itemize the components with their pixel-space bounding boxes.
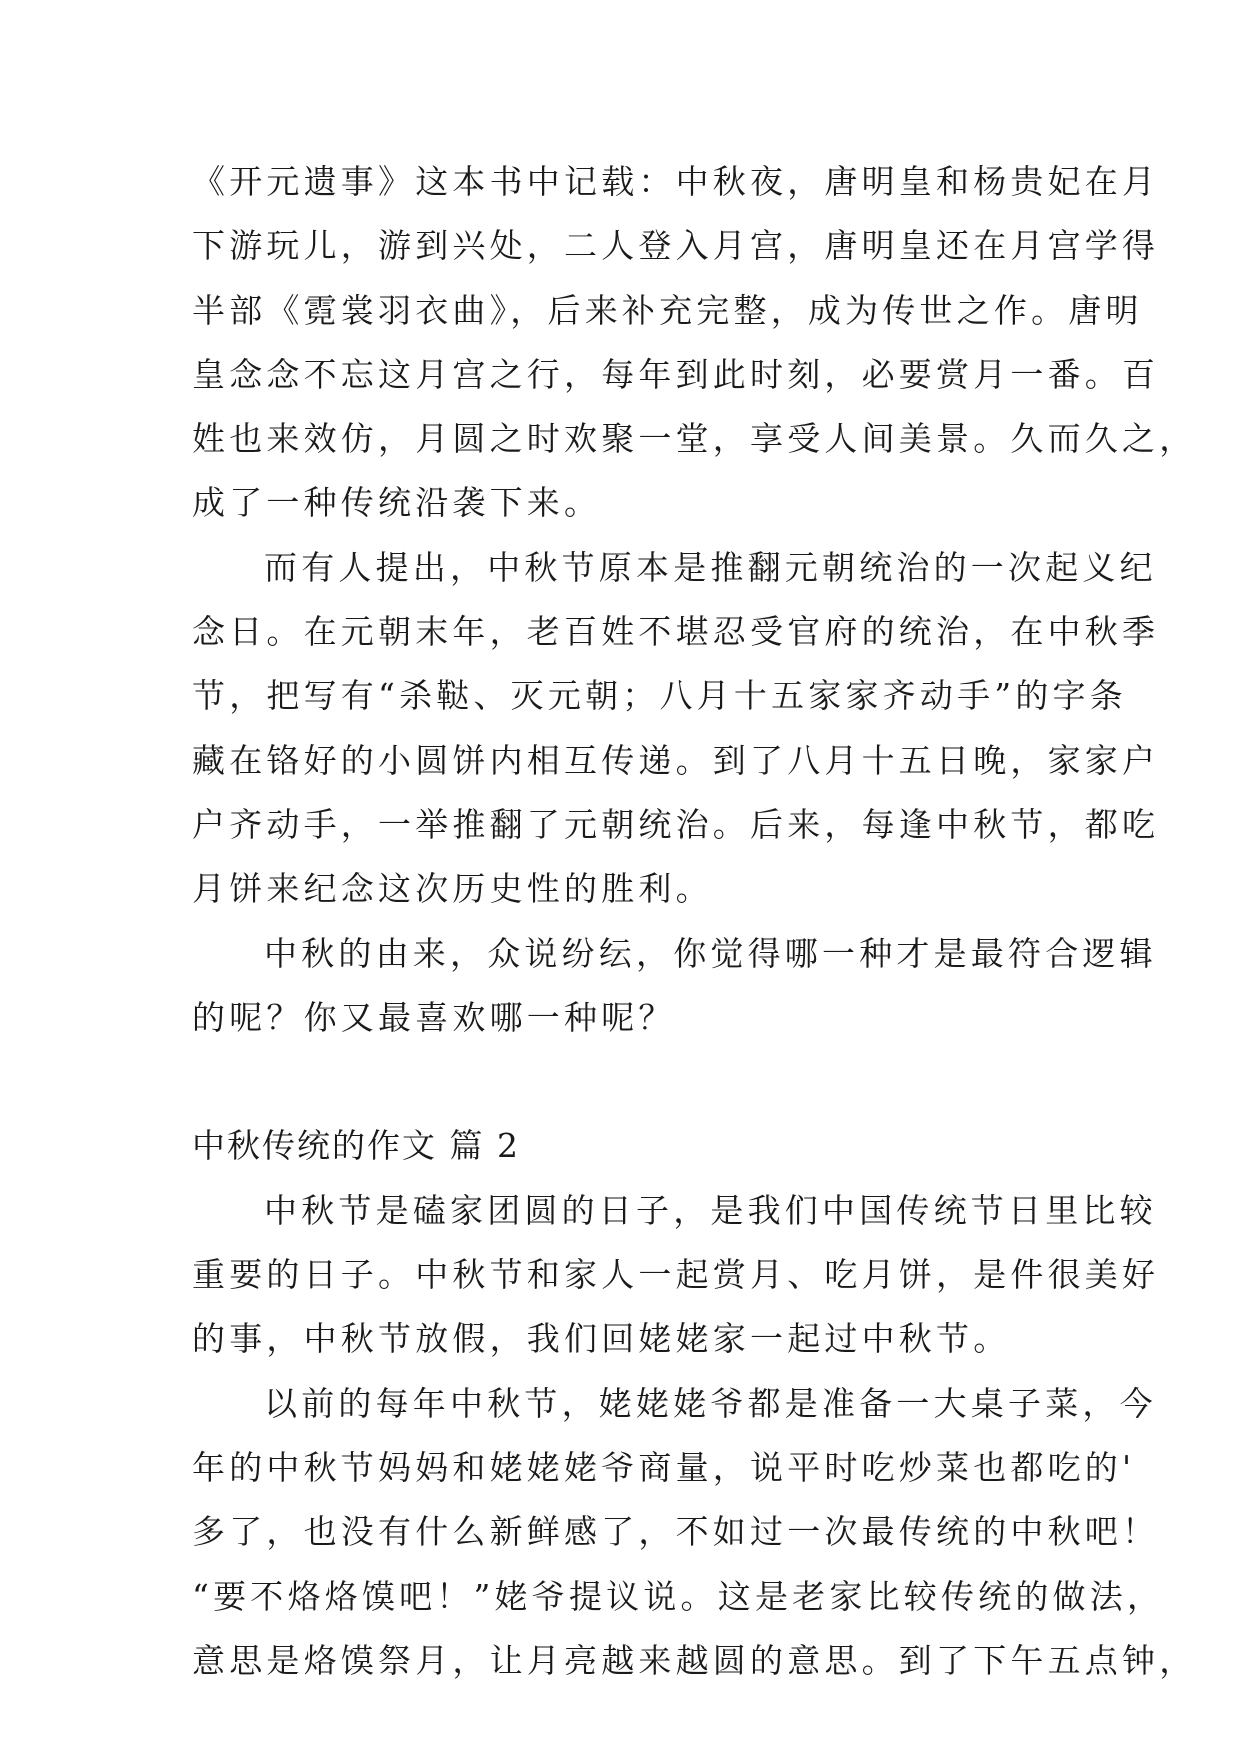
text-line: 以前的每年中秋节，姥姥姥爷都是准备一大桌子菜，今 [264,1383,1157,1423]
text-line: 的呢？你又最喜欢哪一种呢？ [192,997,676,1037]
text-line: 念日。在元朝末年，老百姓不堪忍受官府的统治，在中秋季 [192,612,1160,652]
text-line: 而有人提出，中秋节原本是推翻元朝统治的一次起义纪 [264,547,1157,587]
text-line: 中秋节是磕家团圆的日子，是我们中国传统节日里比较 [264,1190,1157,1230]
text-line: 户齐动手，一举推翻了元朝统治。后来，每逢中秋节，都吃 [192,804,1160,844]
text-line: 意思是烙馍祭月，让月亮越来越圆的意思。到了下午五点钟， [192,1640,1197,1680]
text-line: 藏在铬好的小圆饼内相互传递。到了八月十五日晚，家家户 [192,740,1160,780]
section-spacer [192,1050,1052,1114]
text-line: 年的中秋节妈妈和姥姥姥爷商量，说平时吃炒菜也都吃的' [192,1447,1136,1487]
text-line: 成了一种传统沿袭下来。 [192,483,602,523]
paragraph-yuan-uprising [192,536,1160,922]
text-line: 姓也来效仿，月圆之时欢聚一堂，享受人间美景。久而久之， [192,419,1197,459]
paragraph-traditional-feast [192,1372,1197,1693]
text-line: 节，把写有“杀鞑、灭元朝；八月十五家家齐动手”的字条 [192,676,1127,716]
paragraph-reunion-day [192,1179,1160,1372]
paragraph-kaiyuan-legend [192,150,1197,536]
text-line: 月饼来纪念这次历史性的胜利。 [192,869,713,909]
document-page [192,150,1197,1693]
section-heading: 中秋传统的作文 篇 2 [192,1126,520,1166]
text-line: 皇念念不忘这月宫之行，每年到此时刻，必要赏月一番。百 [192,354,1160,394]
text-line: 多了，也没有什么新鲜感了，不如过一次最传统的中秋吧！ [192,1512,1160,1552]
text-line: “要不烙烙馍吧！”姥爷提议说。这是老家比较传统的做法， [192,1576,1165,1616]
text-line: 中秋的由来，众说纷纭，你觉得哪一种才是最符合逻辑 [264,933,1157,973]
text-line: 半部《霓裳羽衣曲》，后来补充完整，成为传世之作。唐明 [192,290,1143,330]
paragraph-question [192,922,1157,1051]
text-line: 重要的日子。中秋节和家人一起赏月、吃月饼，是件很美好 [192,1255,1160,1295]
text-line: 《开元遗事》这本书中记载：中秋夜，唐明皇和杨贵妃在月 [192,162,1160,201]
text-line: 的事，中秋节放假，我们回姥姥家一起过中秋节。 [192,1319,1011,1359]
text-line: 下游玩儿，游到兴处，二人登入月宫，唐明皇还在月宫学得 [192,226,1160,266]
